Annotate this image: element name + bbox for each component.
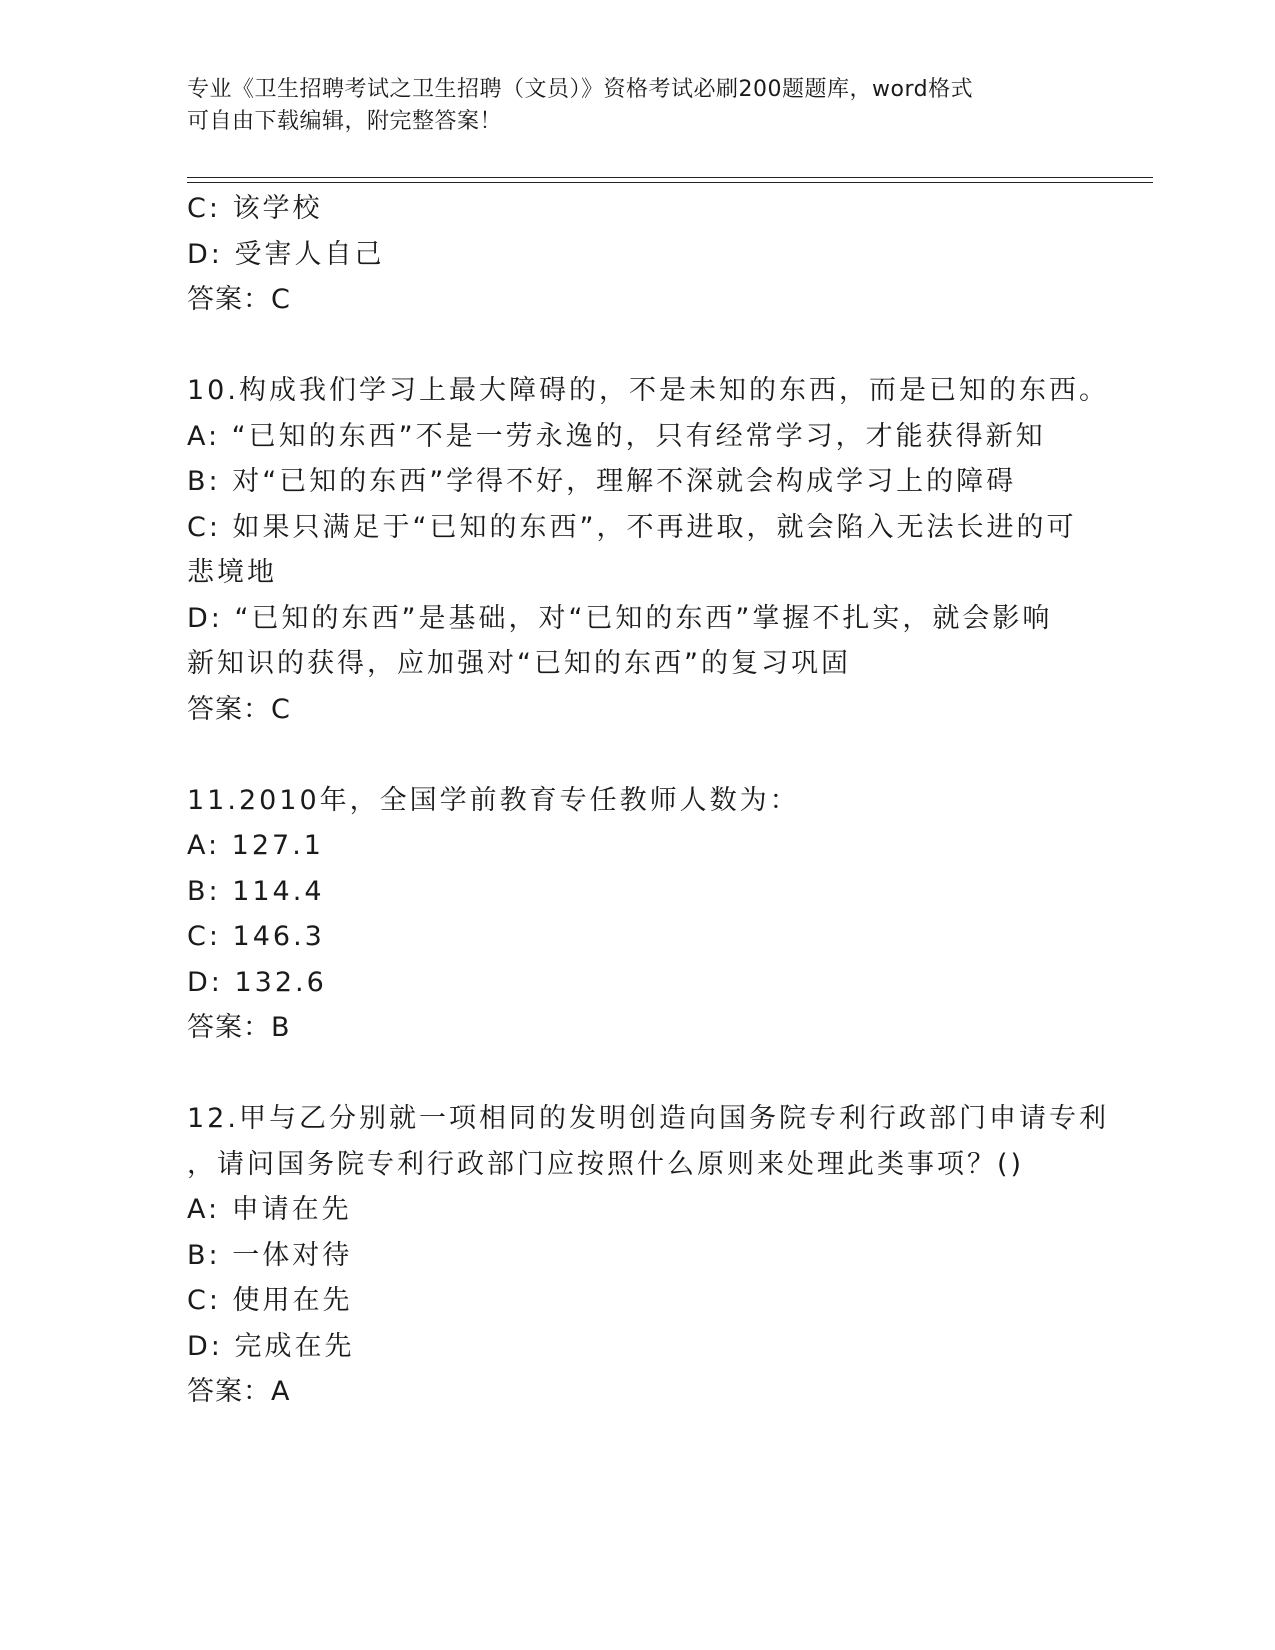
spacer [187, 323, 1087, 369]
option-d: D: 132.6 [187, 966, 327, 998]
option-b: B: 114.4 [187, 875, 325, 907]
question-10 [187, 368, 1109, 732]
header-line-2: 可自由下载编辑，附完整答案！ [187, 109, 503, 134]
option-a: A: 127.1 [187, 830, 324, 861]
option-b: B: 一体对待 [187, 1239, 353, 1271]
spacer [187, 732, 1087, 778]
header-line-1: 专业《卫生招聘考试之卫生招聘（文员）》资格考试必刷200题题库，word格式 [187, 77, 974, 102]
option-d: D: 受害人自己 [187, 238, 385, 270]
option-c-continued: 悲境地 [187, 557, 277, 588]
question-text: 11.2010年，全国学前教育专任教师人数为： [187, 784, 800, 816]
option-c: C: 该学校 [187, 193, 323, 224]
answer: 答案：C [187, 284, 291, 315]
answer: 答案：B [187, 1012, 291, 1043]
option-a: A: 申请在先 [187, 1194, 352, 1225]
header-divider-bottom [187, 182, 1153, 183]
question-9-tail [187, 186, 1087, 323]
option-d: D: 完成在先 [187, 1330, 355, 1362]
question-text-continued: ，请问国务院专利行政部门应按照什么原则来处理此类事项？() [187, 1148, 1025, 1180]
option-c: C: 146.3 [187, 921, 325, 952]
option-d: D: “已知的东西”是基础，对“已知的东西”掌握不扎实，就会影响 [187, 602, 1053, 634]
answer: 答案：A [187, 1376, 291, 1407]
question-11 [187, 778, 1087, 1051]
option-d-continued: 新知识的获得，应加强对“已知的东西”的复习巩固 [187, 648, 851, 679]
question-text: 12.甲与乙分别就一项相同的发明创造向国务院专利行政部门申请专利 [187, 1103, 1109, 1134]
question-list [187, 186, 1109, 1415]
header-divider-top [187, 177, 1153, 178]
option-b: B: 对“已知的东西”学得不好，理解不深就会构成学习上的障碍 [187, 466, 1017, 497]
option-c: C: 使用在先 [187, 1285, 353, 1316]
spacer [187, 1051, 1087, 1097]
answer: 答案：C [187, 693, 291, 725]
page-header [187, 74, 1087, 138]
option-c: C: 如果只满足于“已知的东西”，不再进取，就会陷入无法长进的可 [187, 511, 1077, 543]
option-a: A: “已知的东西”不是一劳永逸的，只有经常学习，才能获得新知 [187, 420, 1046, 452]
question-12 [187, 1096, 1109, 1415]
question-text: 10.构成我们学习上最大障碍的，不是未知的东西，而是已知的东西。 [187, 375, 1109, 406]
